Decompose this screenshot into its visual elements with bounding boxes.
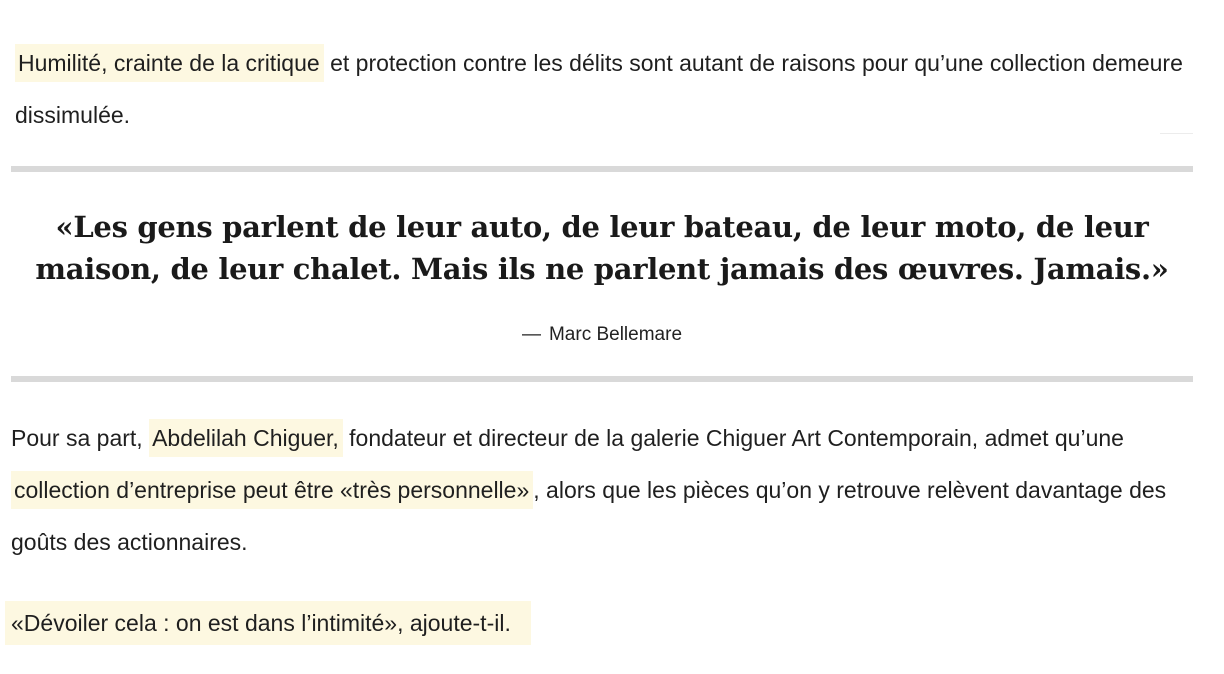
paragraph-text: et protection contre les délits sont autant de raisons pour qu’une collection demeure dissimulée. xyxy=(15,50,1183,128)
divider xyxy=(1160,133,1193,134)
pullquote-bottom-rule xyxy=(11,376,1193,382)
paragraph-text: fondateur et directeur de la galerie Chiguer Art Contemporain, admet qu’une xyxy=(342,425,1124,451)
highlighted-text[interactable]: collection d’entreprise peut être «très personnelle» xyxy=(11,471,533,509)
pullquote-author: Marc Bellemare xyxy=(548,324,683,345)
highlighted-text[interactable]: Humilité, crainte de la critique xyxy=(15,44,324,82)
paragraph-text: , alors que les pièces qu’on y retrouve relèvent davantage des goûts des actionnaires. xyxy=(11,477,1167,555)
highlighted-text[interactable]: Abdelilah Chiguer, xyxy=(149,419,343,457)
pullquote-top-rule xyxy=(11,166,1193,172)
closing-paragraph xyxy=(11,597,1201,649)
intro-paragraph xyxy=(15,37,1195,141)
attribution-dash: — xyxy=(521,324,541,345)
body-paragraph xyxy=(11,412,1201,568)
pullquote-attribution xyxy=(11,322,1193,348)
highlighted-text[interactable]: «Dévoiler cela : on est dans l’intimité», ajoute-t-il. xyxy=(5,601,531,645)
paragraph-text: Pour sa part, xyxy=(11,425,150,451)
pullquote-text: «Les gens parlent de leur auto, de leur bateau, de leur moto, de leur maison, de leur chalet. Mais ils ne parlent jamais des œuvres. Jamais.» xyxy=(35,210,1169,286)
